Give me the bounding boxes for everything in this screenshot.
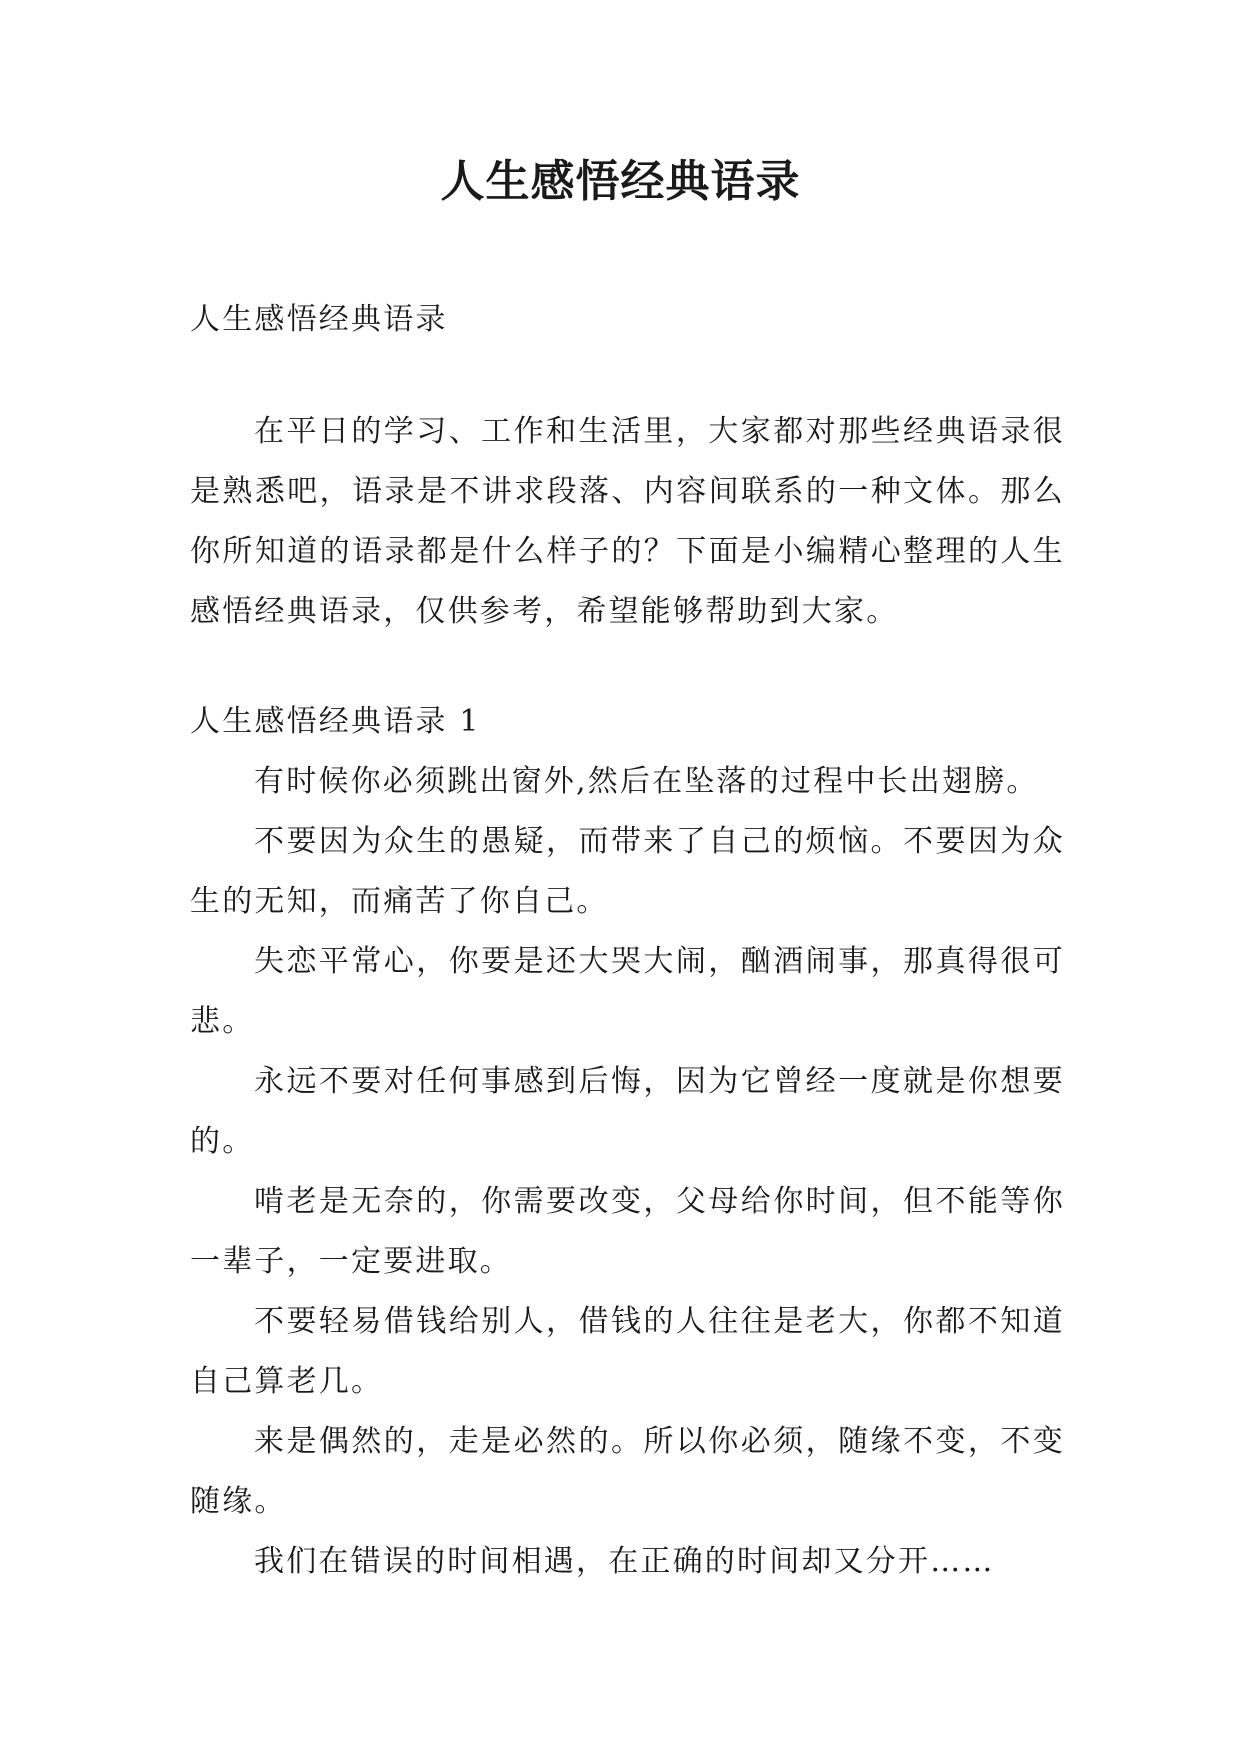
spacer xyxy=(190,350,1065,402)
quote-paragraph: 我们在错误的时间相遇，在正确的时间却又分开…… xyxy=(254,1544,995,1579)
section-heading: 人生感悟经典语录 1 xyxy=(190,704,481,739)
quote-paragraph: 失恋平常心，你要是还大哭大闹，酗酒闹事，那真得很可悲。 xyxy=(190,944,1065,1039)
intro-paragraph: 在平日的学习、工作和生活里，大家都对那些经典语录很是熟悉吧，语录是不讲求段落、内容间联系的一种文体。那么你所知道的语录都是什么样子的？下面是小编精心整理的人生感悟经典语录，仅供参考，希望能够帮助到大家。 xyxy=(190,414,1065,629)
quote-paragraph: 永远不要对任何事感到后悔，因为它曾经一度就是你想要的。 xyxy=(190,1064,1065,1159)
document-subtitle: 人生感悟经典语录 xyxy=(190,302,448,337)
document-body xyxy=(190,290,1065,1592)
quote-paragraph: 有时候你必须跳出窗外,然后在坠落的过程中长出翅膀。 xyxy=(254,764,1039,799)
quote-paragraph: 来是偶然的，走是必然的。所以你必须，随缘不变，不变随缘。 xyxy=(190,1424,1065,1519)
quote-paragraph: 不要轻易借钱给别人，借钱的人往往是老大，你都不知道自己算老几。 xyxy=(190,1304,1065,1399)
document-title: 人生感悟经典语录 xyxy=(440,156,801,207)
quote-paragraph: 不要因为众生的愚疑，而带来了自己的烦恼。不要因为众生的无知，而痛苦了你自己。 xyxy=(190,824,1065,919)
quote-paragraph: 啃老是无奈的，你需要改变，父母给你时间，但不能等你一辈子，一定要进取。 xyxy=(190,1184,1065,1279)
spacer xyxy=(190,642,1065,692)
